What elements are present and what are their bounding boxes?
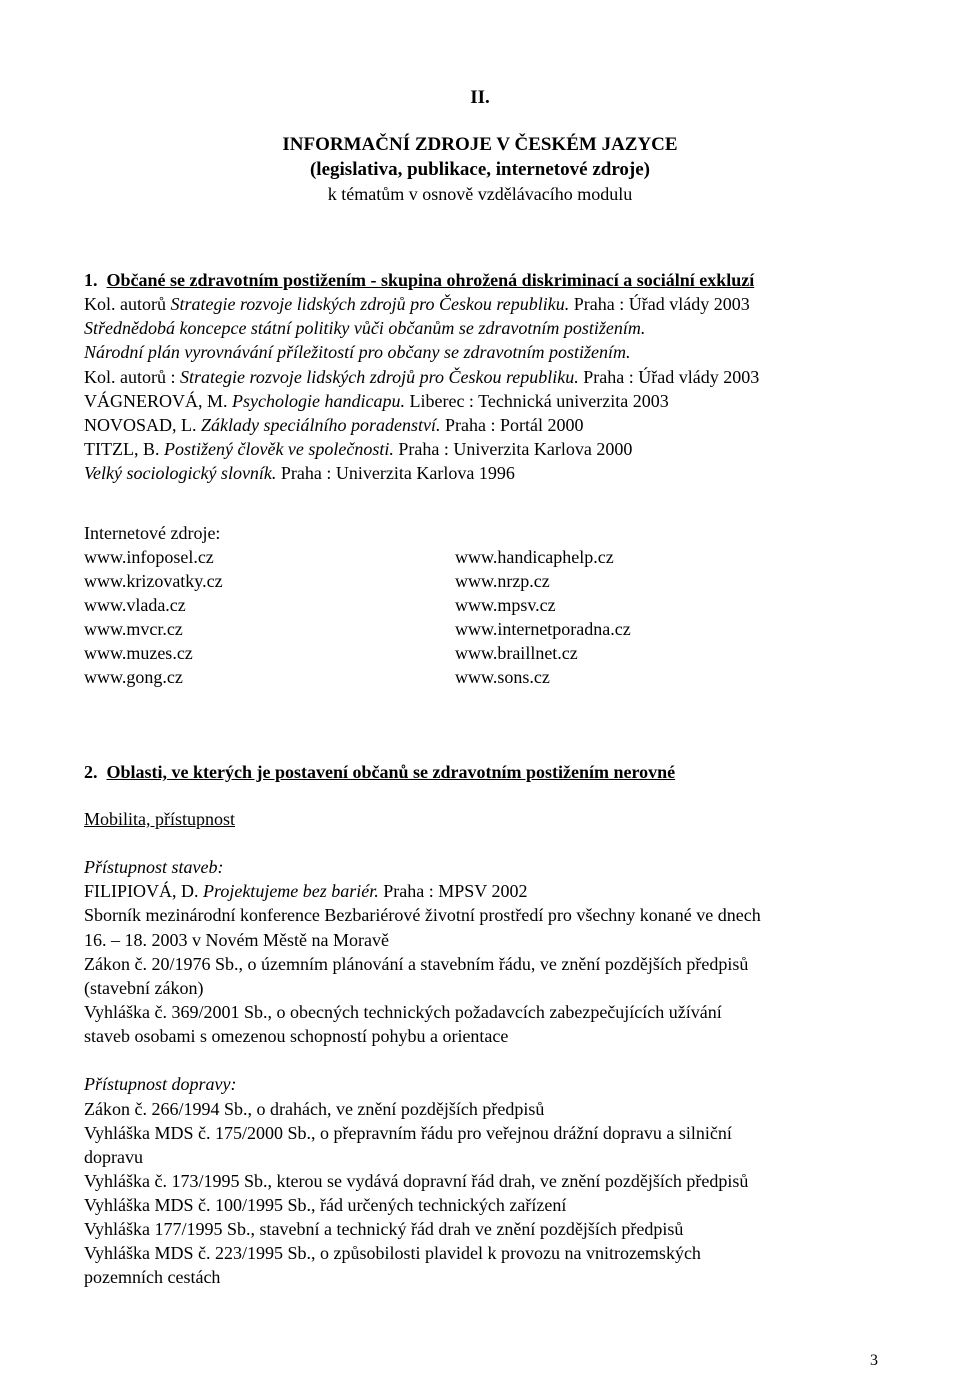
link-left: www.mvcr.cz (84, 619, 183, 639)
link-right: www.braillnet.cz (455, 643, 578, 663)
section2-number: 2. (84, 762, 98, 782)
reference-line: TITZL, B. Postižený člověk ve společnosti. Praha : Univerzita Karlova 2000 (84, 439, 633, 459)
buildings-label: Přístupnost staveb: (84, 857, 224, 877)
page-subtitle-2: k tématům v osnově vzdělávacího modulu (327, 184, 633, 204)
reference-line: Národní plán vyrovnávání příležitostí pro občany se zdravotním postižením. (84, 342, 631, 362)
text-line: Vyhláška č. 173/1995 Sb., kterou se vydává dopravní řád drah, ve znění pozdějších předpisů (84, 1171, 749, 1191)
reference-line: VÁGNEROVÁ, M. Psychologie handicapu. Liberec : Technická univerzita 2003 (84, 391, 669, 411)
text-line: Vyhláška MDS č. 223/1995 Sb., o způsobilosti plavidel k provozu na vnitrozemských (84, 1243, 701, 1263)
page-subtitle: (legislativa, publikace, internetové zdroje) (309, 159, 650, 180)
link-left: www.vlada.cz (84, 595, 186, 615)
page-title: INFORMAČNÍ ZDROJE V ČESKÉM JAZYCE (282, 134, 678, 155)
text-line: Zákon č. 20/1976 Sb., o územním plánování a stavebním řádu, ve znění pozdějších předpisů (84, 954, 749, 974)
link-left: www.muzes.cz (84, 643, 193, 663)
reference-line: Kol. autorů : Strategie rozvoje lidských zdrojů pro Českou republiku. Praha : Úřad vlády 2003 (84, 367, 760, 387)
link-left: www.infoposel.cz (84, 547, 214, 567)
reference-line: Velký sociologický slovník. Praha : Univerzita Karlova 1996 (84, 463, 515, 483)
reference-line: FILIPIOVÁ, D. Projektujeme bez bariér. Praha : MPSV 2002 (84, 881, 528, 901)
reference-line: Střednědobá koncepce státní politiky vůči občanům se zdravotním postižením. (84, 318, 646, 338)
text-line: pozemních cestách (84, 1267, 221, 1287)
reference-line: NOVOSAD, L. Základy speciálního poradenství. Praha : Portál 2000 (84, 415, 584, 435)
transport-label: Přístupnost dopravy: (84, 1074, 237, 1094)
section1-heading-text: Občané se zdravotním postižením - skupina ohrožená diskriminací a sociální exkluzí (106, 270, 755, 290)
text-line: Vyhláška MDS č. 175/2000 Sb., o přepravním řádu pro veřejnou drážní dopravu a silniční (84, 1123, 732, 1143)
text-line: staveb osobami s omezenou schopností pohybu a orientace (84, 1026, 509, 1046)
text-line: Zákon č. 266/1994 Sb., o drahách, ve znění pozdějších předpisů (84, 1099, 545, 1119)
link-right: www.nrzp.cz (455, 571, 550, 591)
link-right: www.sons.cz (455, 667, 550, 687)
section2-heading (84, 760, 675, 784)
section2-heading-text: Oblasti, ve kterých je postavení občanů se zdravotním postižením nerovné (106, 762, 676, 782)
text-line: Vyhláška MDS č. 100/1995 Sb., řád určených technických zařízení (84, 1195, 567, 1215)
text-line: 16. – 18. 2003 v Novém Městě na Moravě (84, 930, 389, 950)
internet-sources-label: Internetové zdroje: (84, 523, 221, 543)
chapter-number: II. (470, 87, 490, 108)
text-line: Vyhláška č. 369/2001 Sb., o obecných technických požadavcích zabezpečujících užívání (84, 1002, 722, 1022)
link-right: www.mpsv.cz (455, 595, 556, 615)
section1-heading (84, 268, 754, 292)
text-line: dopravu (84, 1147, 143, 1167)
link-right: www.handicaphelp.cz (455, 547, 614, 567)
link-left: www.gong.cz (84, 667, 183, 687)
link-left: www.krizovatky.cz (84, 571, 223, 591)
text-line: (stavební zákon) (84, 978, 204, 998)
text-line: Vyhláška 177/1995 Sb., stavební a technický řád drah ve znění pozdějších předpisů (84, 1219, 684, 1239)
link-right: www.internetporadna.cz (455, 619, 631, 639)
mobility-subheading: Mobilita, přístupnost (84, 809, 236, 829)
reference-line: Kol. autorů Strategie rozvoje lidských zdrojů pro Českou republiku. Praha : Úřad vlády 2003 (84, 294, 750, 314)
section1-number: 1. (84, 270, 98, 290)
page-number: 3 (870, 1352, 878, 1369)
text-line: Sborník mezinárodní konference Bezbariérové životní prostředí pro všechny konané ve dnech (84, 905, 761, 925)
